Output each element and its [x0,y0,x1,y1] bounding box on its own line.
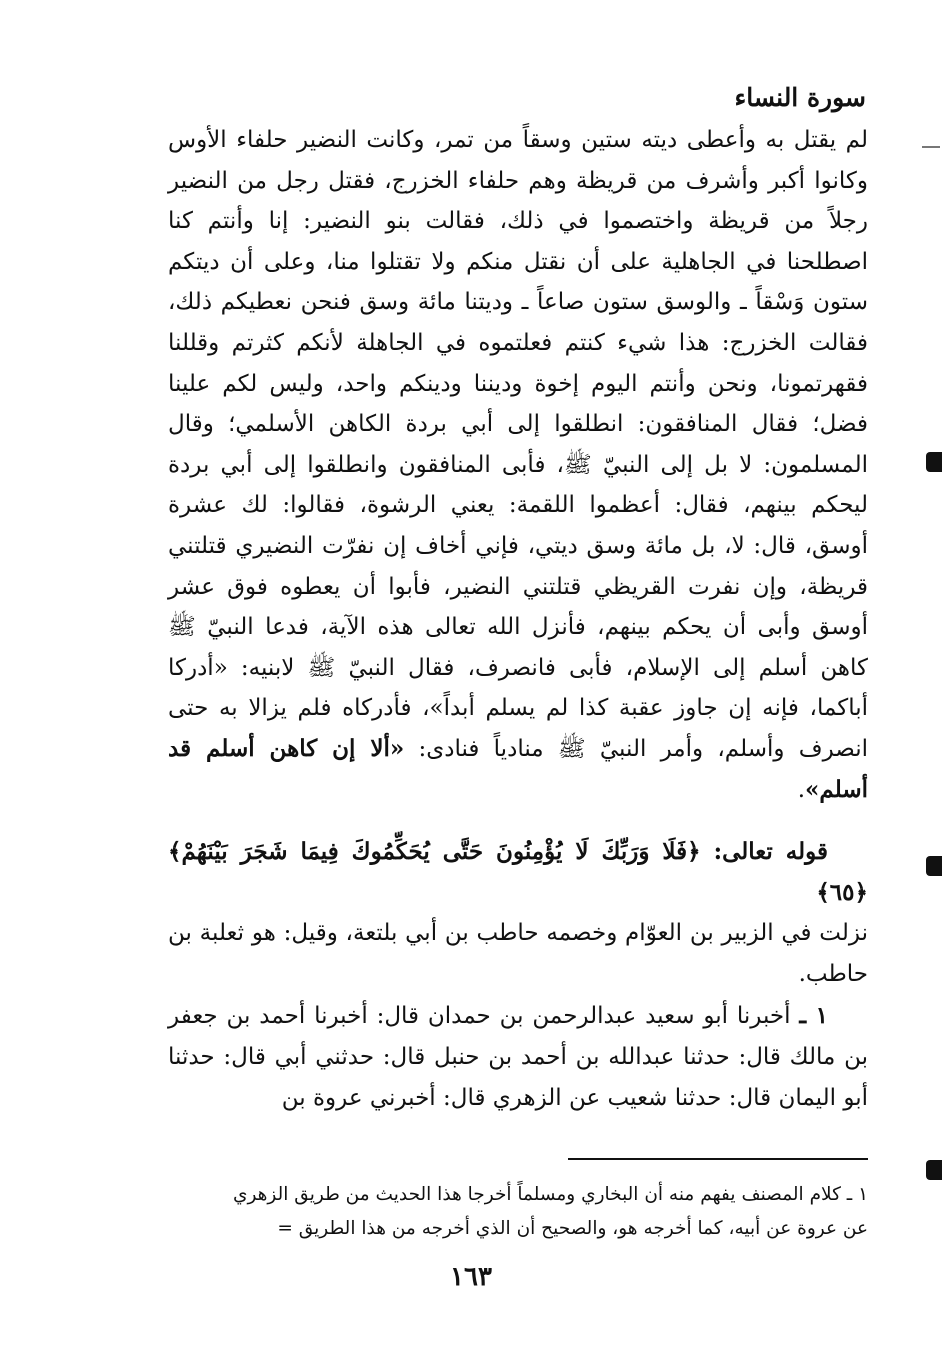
paragraph-3-text: أخبرنا أبو سعيد عبدالرحمن بن حمدان قال: أخبرنا أحمد بن جعفر بن مالك قال: حدثنا عبدالله بن أحمد بن حنبل قال: حدثني أبي قال: حدثنا أبو اليمان قال: حدثنا شعيب عن الزهري قال: أخبرني عروة بن [168,1003,868,1111]
running-title: سورة النساء [734,83,866,112]
section-number: ١ ـ [799,1002,829,1030]
verse-lead: قوله تعالى: [700,838,828,866]
paragraph-3 [168,996,868,1118]
scan-edge-mark [926,1160,942,1180]
footnote [168,1178,868,1246]
footnote-divider [568,1158,868,1160]
quran-verse: ﴿فَلَا وَرَبِّكَ لَا يُؤْمِنُونَ حَتَّى يُحَكِّمُوكَ فِيمَا شَجَرَ بَيْنَهُمْ﴾ ﴿٦٥﴾ [168,838,868,906]
paragraph-1-text: لم يقتل به وأعطى ديته ستين وسقاً من تمر، وكانت النضير حلفاء الأوس وكانوا أكبر وأشرف من قريظة وهم حلفاء الخزرج، فقتل رجل من النضير رجلاً من قريظة واختصموا في ذلك، فقالت بنو النضير: إنا وأنتم كنا اصطلحنا في الجاهلية على أن نقتل منكم ولا تقتلوا منا، وعلى أن ديتكم ستون وَسْقاً ـ والوسق ستون صاعاً ـ وديتنا مائة وسق فنحن نعطيكم ذلك، فقالت الخزرج: هذا شيء كنتم فعلتموه في الجاهلة لأنكم كثرتم وقللنا فقهرتمونا، ونحن وأنتم اليوم إخوة وديننا ودينكم واحد، وليس لكم علينا فضل؛ فقال المنافقون: انطلقوا إلى أبي بردة الكاهن الأسلمي؛ وقال المسلمون: لا بل إلى النبيّ ﷺ، فأبى المنافقون وانطلقوا إلى أبي بردة ليحكم بينهم، فقال: أعظموا اللقمة: يعني الرشوة، فقالوا: لك عشرة أوسق، قال: لا، بل مائة وسق ديتي، فإني أخاف إن نفرّت النضيري قتلتني قريظة، وإن نفرت القريظي قتلتني النضير، فأبوا أن يعطوه فوق عشر أوسق وأبى أن يحكم بينهم، فأنزل الله تعالى هذه الآية، فدعا النبيّ ﷺ كاهن أسلم إلى الإسلام، فأبى فانصرف، فقال النبيّ ﷺ لابنيه: «أدركا أباكما، فإنه إن جاوز عقبة كذا لم يسلم أبداً»، فأدركاه فلم يزالا به حتى انصرف وأسلم، وأمر النبيّ ﷺ منادياً فنادى: [168,127,868,762]
page-number: ١٦٣ [450,1262,492,1292]
main-text [168,120,868,1118]
verse-paragraph [168,832,868,913]
scan-edge-mark [926,856,942,876]
scan-edge-mark [922,146,940,148]
footnote-line-2: عن عروة عن أبيه، كما أخرجه هو، والصحيح أن الذي أخرجه من هذا الطريق = [277,1218,868,1239]
paragraph-1-end: . [797,776,806,803]
paragraph-2: نزلت في الزبير بن العوّام وخصمه حاطب بن أبي بلتعة، وقيل: هو ثعلبة بن حاطب. [168,920,868,987]
paragraph-1 [168,120,868,810]
footnote-line-1: ١ ـ كلام المصنف يفهم منه أن البخاري ومسلماً أخرجا هذا الحديث من طريق الزهري [232,1184,868,1205]
paragraph-1-quote: «ألا إن كاهن أسلم قد أسلم» [168,734,868,803]
scan-edge-mark [926,452,942,472]
